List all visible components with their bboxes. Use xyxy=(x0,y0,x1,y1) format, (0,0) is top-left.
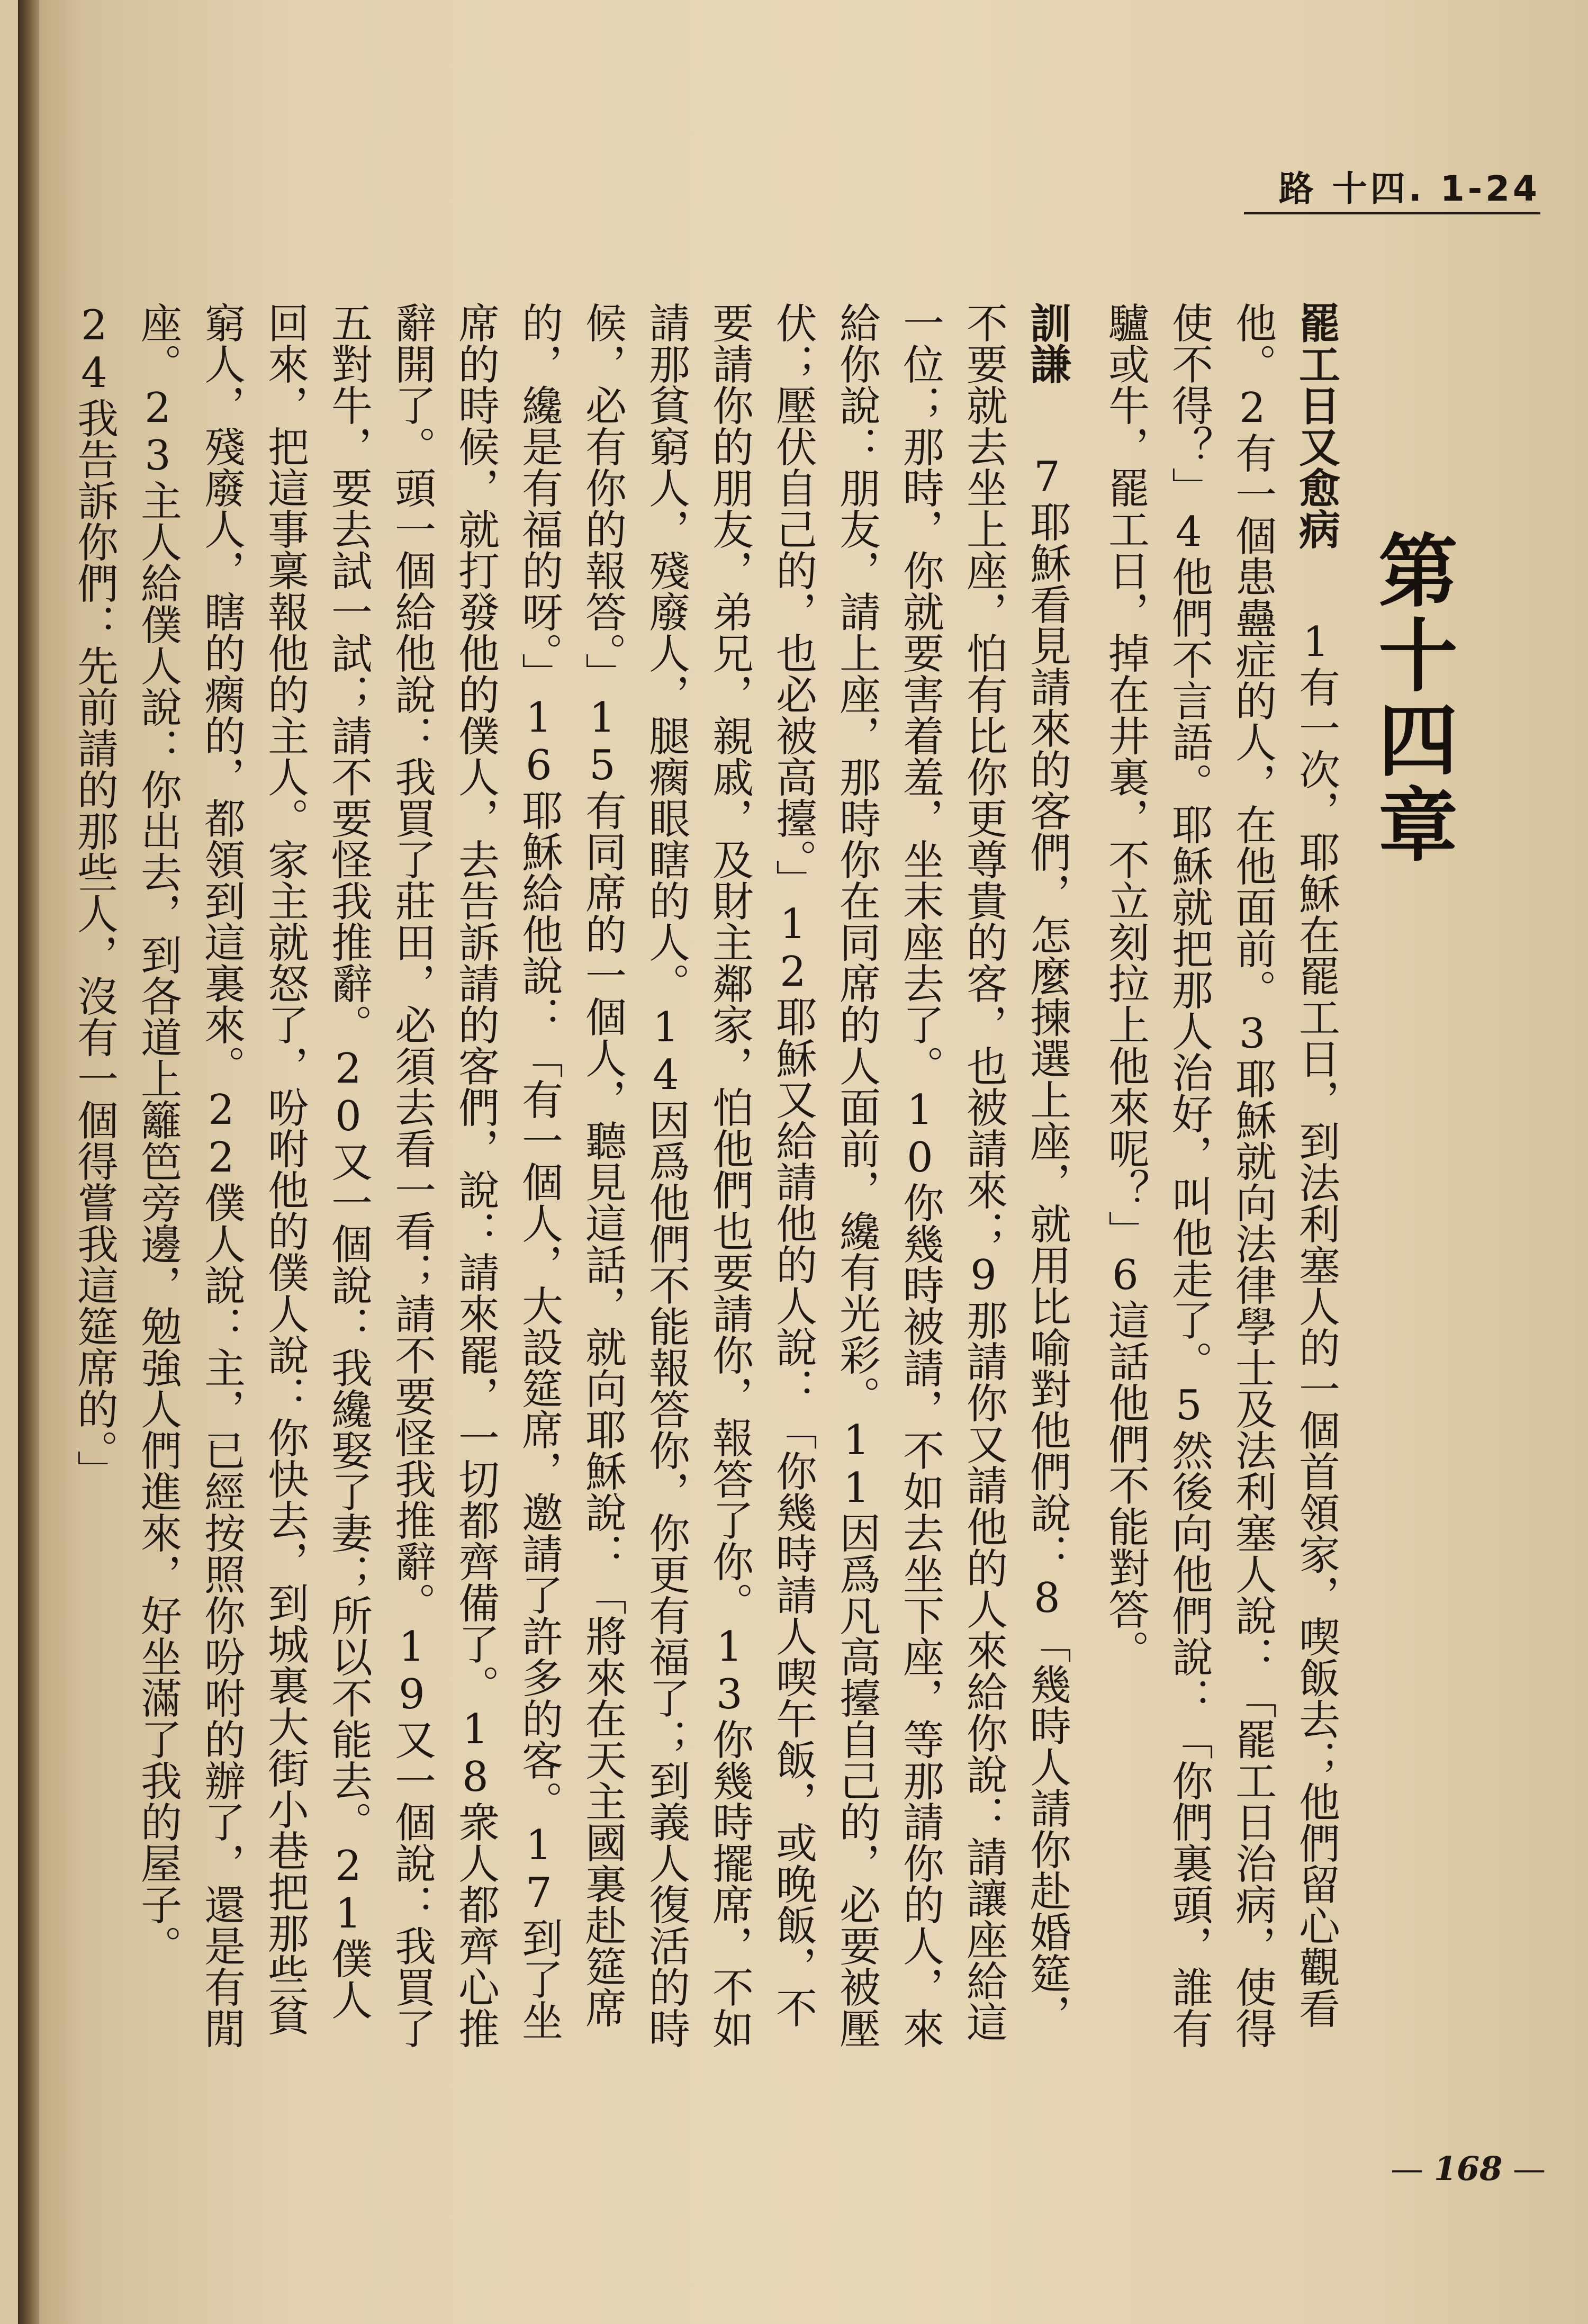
section-body: 1有一次，耶穌在罷工日，到法利塞人的一個首領家，喫飯去；他們留心觀看他。2有一個患蠱症的人，在他面前。3耶穌就向法律學士及法利塞人說：「罷工日治病，使得使不得？」4他們不言語。耶穌就把那人治好，叫他走了。5然後向他們說：「你們裏頭，誰有驢或牛，罷工日，掉在井裏，不立刻拉上他來呢？」6這話他們不能對答。 xyxy=(1102,302,1340,2049)
section-heading: 訓謙 xyxy=(1023,302,1071,384)
page-number-value: 168 xyxy=(1433,2149,1503,2188)
scripture-text xyxy=(70,302,1363,2059)
section-body: 7耶穌看見請來的客們，怎麼揀選上座，就用比喻對他們說：8「幾時人請你赴婚筵，不要就去坐上座，怕有比你更尊貴的客，也被請來；9那請你又請他的人來給你說：請讓座給這一位；那時，你就要害着羞，坐末座去了。10你幾時被請，不如去坐下座，等那請你的人，來給你說：朋友，請上座，那時你在同席的人面前，纔有光彩。11因爲凡高擡自己的，必要被壓伏；壓伏自己的，也必被高擡。」12耶穌又給請他的人說：「你幾時請人喫午飯，或晚飯，不要請你的朋友，弟兄，親戚，及財主鄰家，怕他們也要請你，報答了你。13你幾時擺席，不如請那貧窮人，殘廢人，腿瘸眼瞎的人。14因爲他們不能報答你，你更有福了；到義人復活的時候，必有你的報答。」15有同席的一個人，聽見這話，就向耶穌說：「將來在天主國裏赴筵席的，纔是有福的呀。」16耶穌給他說：「有一個人，大設筵席，邀請了許多的客。17到了坐席的時候，就打發他的僕人，去告訴請的客們，說：請來罷，一切都齊備了。18衆人都齊心推辭開了。頭一個給他說：我買了莊田，必須去看一看；請不要怪我推辭。19又一個說：我買了五對牛，要去試一試；請不要怪我推辭。20又一個說：我纔娶了妻；所以不能去。21僕人回來，把這事稟報他的主人。家主就怒了，吩咐他的僕人說：你快去，到城裏大街小巷把那些貧窮人，殘廢人，瞎的瘸的，都領到這裏來。22僕人說：主，已經按照你吩咐的辦了，還是有閒座。23主人給僕人說：你出去，到各道上籬笆旁邊，勉強人們進來，好坐滿了我的屋子。24我告訴你們：先前請的那些人，沒有一個得嘗我這筵席的。」 xyxy=(70,302,1071,2049)
section-heading: 罷工日又愈病 xyxy=(1292,302,1340,550)
chapter-title: 第十四章 xyxy=(1365,529,1458,868)
book-spine xyxy=(18,0,39,2324)
section-humility xyxy=(62,302,1079,2059)
running-header xyxy=(1244,159,1540,214)
page-number: — 168 — xyxy=(1391,2149,1546,2188)
section-healing xyxy=(1094,302,1348,2059)
chapter-reference: 路 十四. 1-24 xyxy=(1278,168,1540,209)
book-page xyxy=(18,0,1588,2324)
